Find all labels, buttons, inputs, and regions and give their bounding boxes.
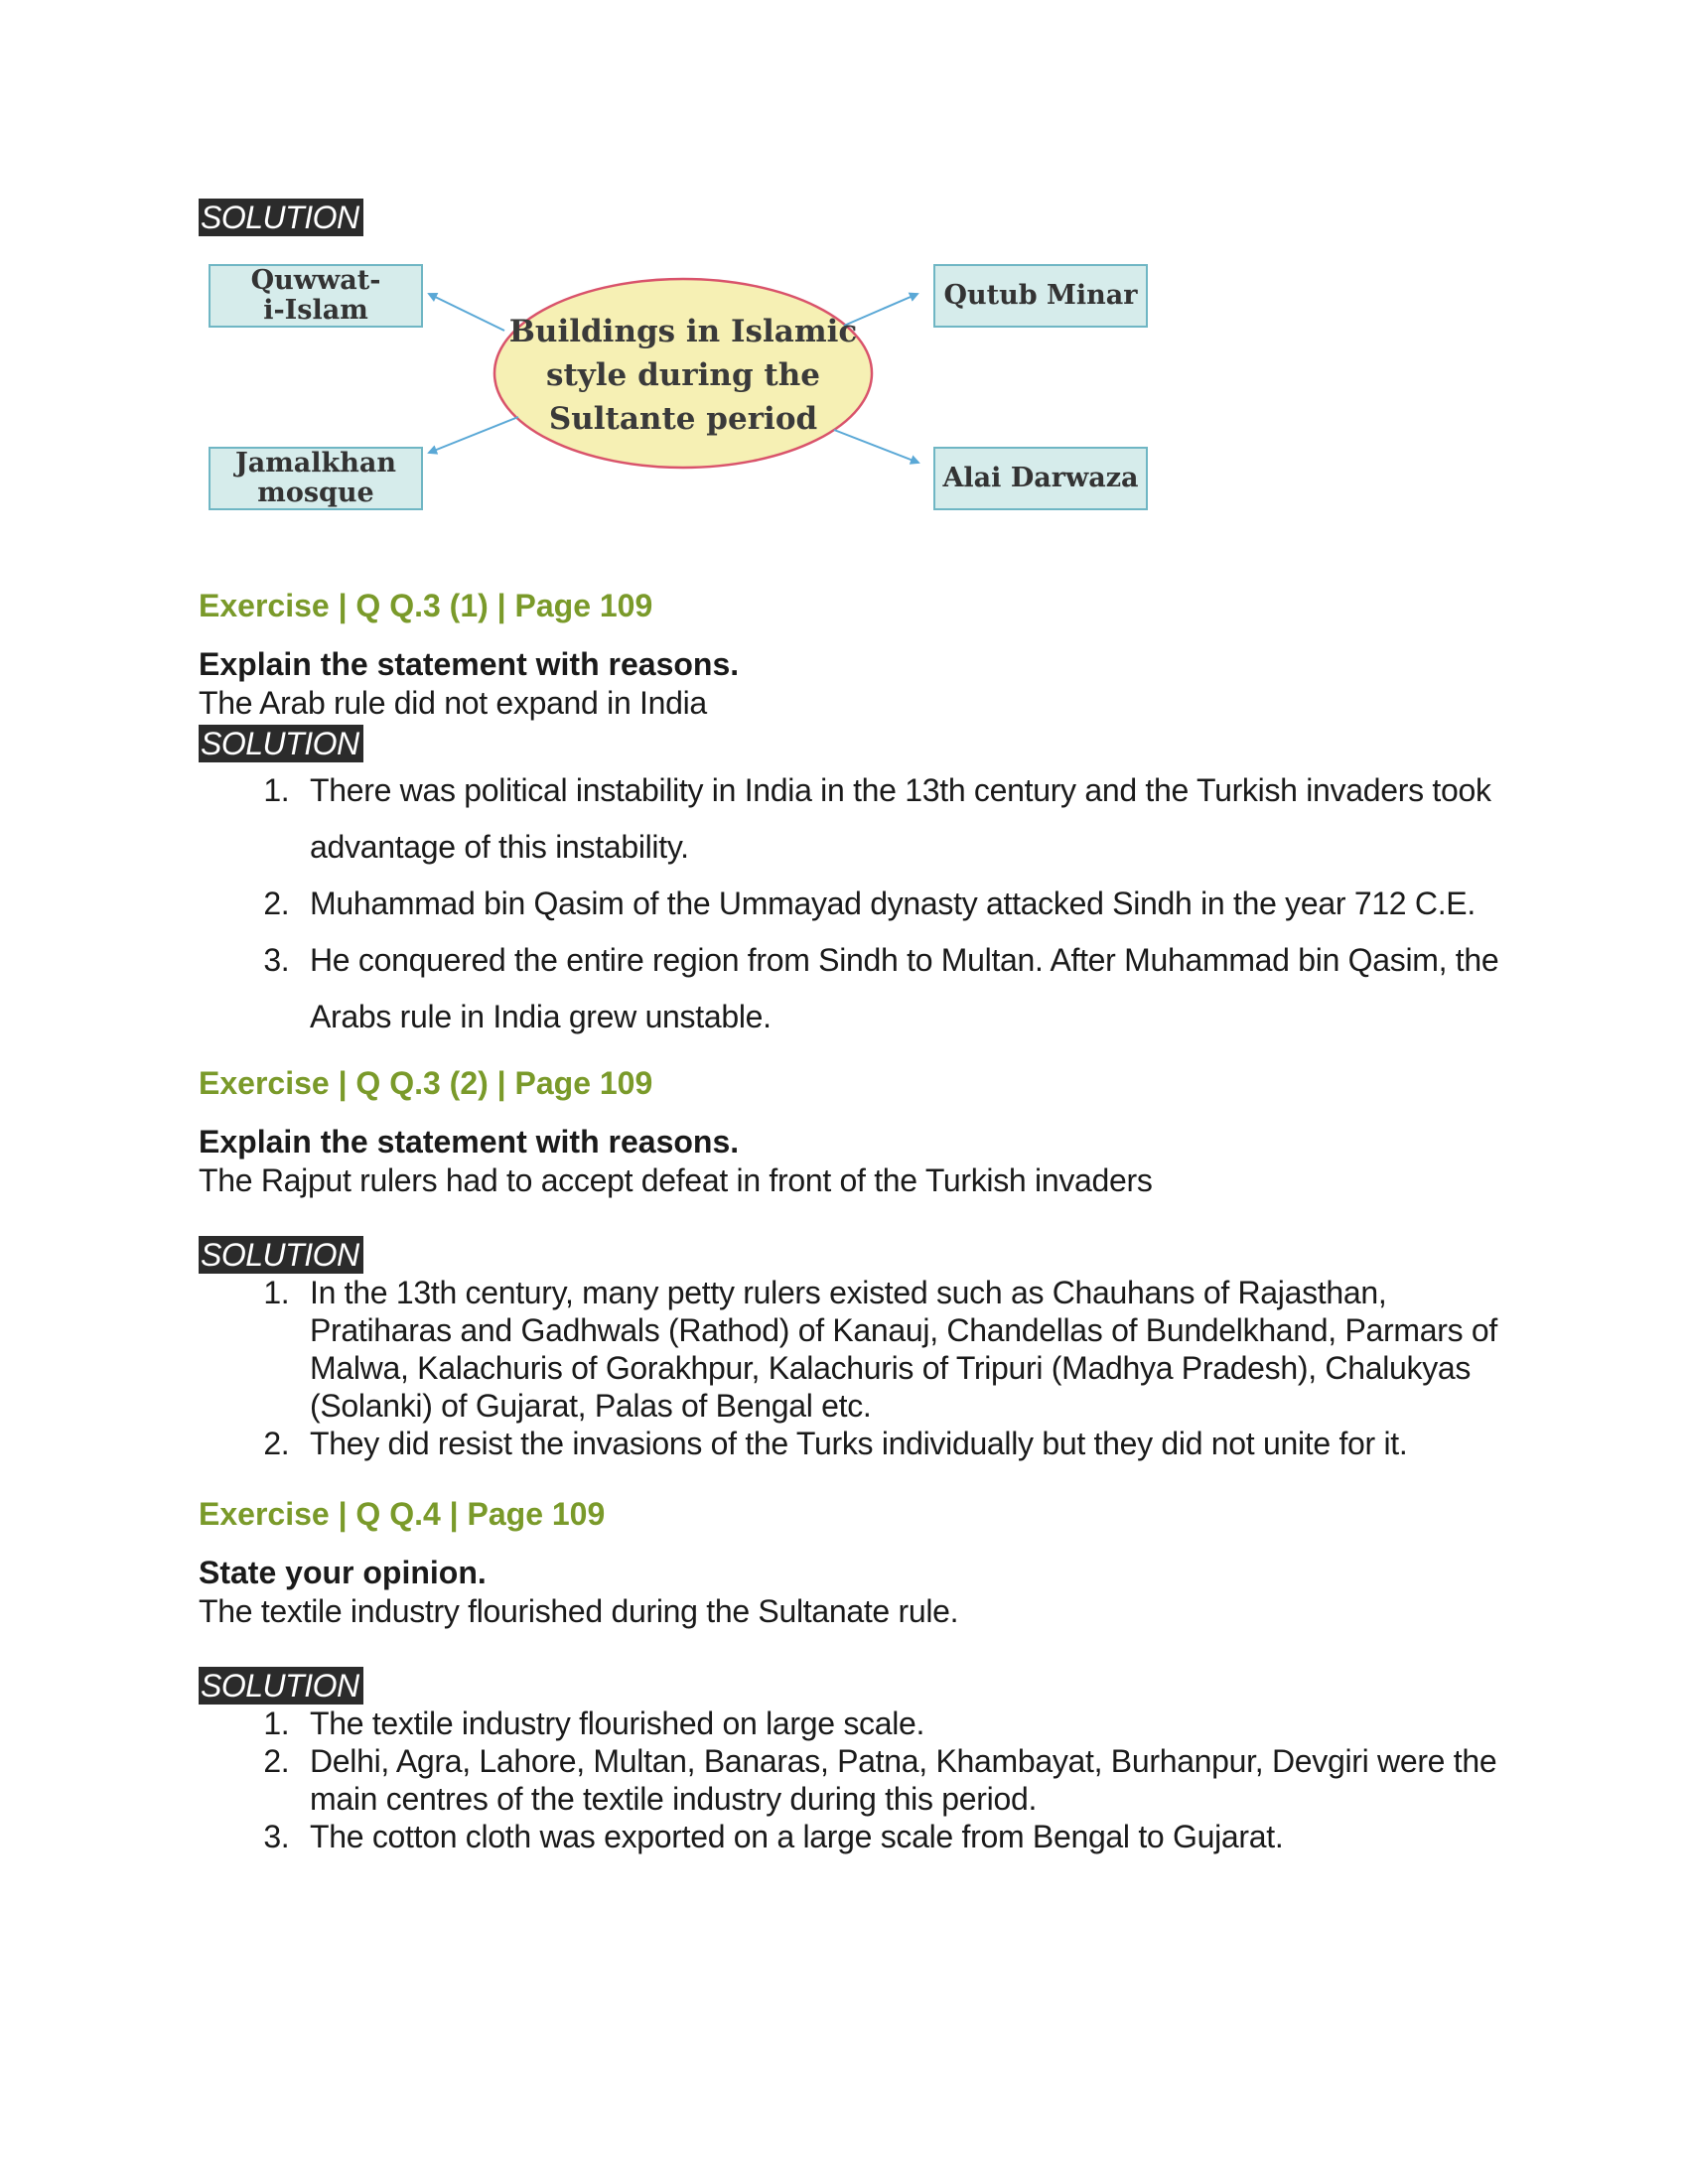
solution-item: 3. The cotton cloth was exported on a large scale from Bengal to Gujarat.	[298, 1818, 1509, 1855]
box-qutub-minar	[933, 264, 1148, 328]
solution-label: SOLUTION	[199, 725, 363, 762]
solution-label: SOLUTION	[199, 1236, 363, 1274]
diagram-center-label: Buildings in Islamic style during the Sultante period	[508, 314, 858, 437]
solution-list	[199, 762, 1509, 1045]
box-label: Alai Darwaza	[942, 463, 1139, 493]
exercise-section	[199, 1063, 1509, 1462]
box-label: Quwwat-i-Islam	[250, 265, 381, 326]
buildings-diagram	[199, 246, 1152, 544]
arrow-top-left	[429, 294, 504, 331]
solution-label: SOLUTION	[199, 199, 363, 236]
box-alai-darwaza	[933, 447, 1148, 510]
exercise-heading: Exercise | Q Q.4 | Page 109	[199, 1496, 606, 1532]
question-statement: The textile industry flourished during the Sultanate rule.	[199, 1593, 959, 1629]
question-title: Explain the statement with reasons.	[199, 646, 740, 682]
question-title: Explain the statement with reasons.	[199, 1124, 740, 1160]
question-statement: The Arab rule did not expand in India	[199, 685, 707, 721]
exercise-heading: Exercise | Q Q.3 (1) | Page 109	[199, 588, 653, 623]
box-quwwat-i-islam	[209, 264, 423, 328]
solution-list	[199, 1274, 1509, 1462]
solution-item: 2. They did resist the invasions of the Turks individually but they did not unite for it.	[298, 1425, 1509, 1462]
question-title: State your opinion.	[199, 1555, 487, 1590]
solution-item: 1. In the 13th century, many petty rulers existed such as Chauhans of Rajasthan, Pratiharas and Gadhwals (Rathod) of Kanauj, Chandellas of Bundelkhand, Parmars of Malwa, Kalachuris of Gorakhpur, Kalachuris of Tripuri (Madhya Pradesh), Chalukyas (Solanki) of Gujarat, Palas of Bengal etc.	[298, 1274, 1509, 1425]
exercise-heading: Exercise | Q Q.3 (2) | Page 109	[199, 1065, 653, 1101]
question-statement: The Rajput rulers had to accept defeat in front of the Turkish invaders	[199, 1162, 1153, 1198]
solution-item: 1. The textile industry flourished on large scale.	[298, 1705, 1509, 1742]
solution-item: 1. There was political instability in India in the 13th century and the Turkish invaders took advantage of this instability.	[298, 762, 1509, 876]
solution-item: 2. Muhammad bin Qasim of the Ummayad dynasty attacked Sindh in the year 712 C.E.	[298, 876, 1509, 932]
box-jamalkhan-mosque	[209, 447, 423, 510]
exercise-section	[199, 586, 1509, 1045]
box-label: Qutub Minar	[943, 280, 1138, 311]
exercise-section	[199, 1494, 1509, 1855]
solution-item: 2. Delhi, Agra, Lahore, Multan, Banaras, Patna, Khambayat, Burhanpur, Devgiri were the main centres of the textile industry during this period.	[298, 1742, 1509, 1818]
solution-label: SOLUTION	[199, 1667, 363, 1705]
document-page	[199, 199, 1509, 1855]
solution-list	[199, 1705, 1509, 1855]
box-label: Jamalkhan mosque	[234, 448, 397, 508]
solution-item: 3. He conquered the entire region from Sindh to Multan. After Muhammad bin Qasim, the Arabs rule in India grew unstable.	[298, 932, 1509, 1045]
